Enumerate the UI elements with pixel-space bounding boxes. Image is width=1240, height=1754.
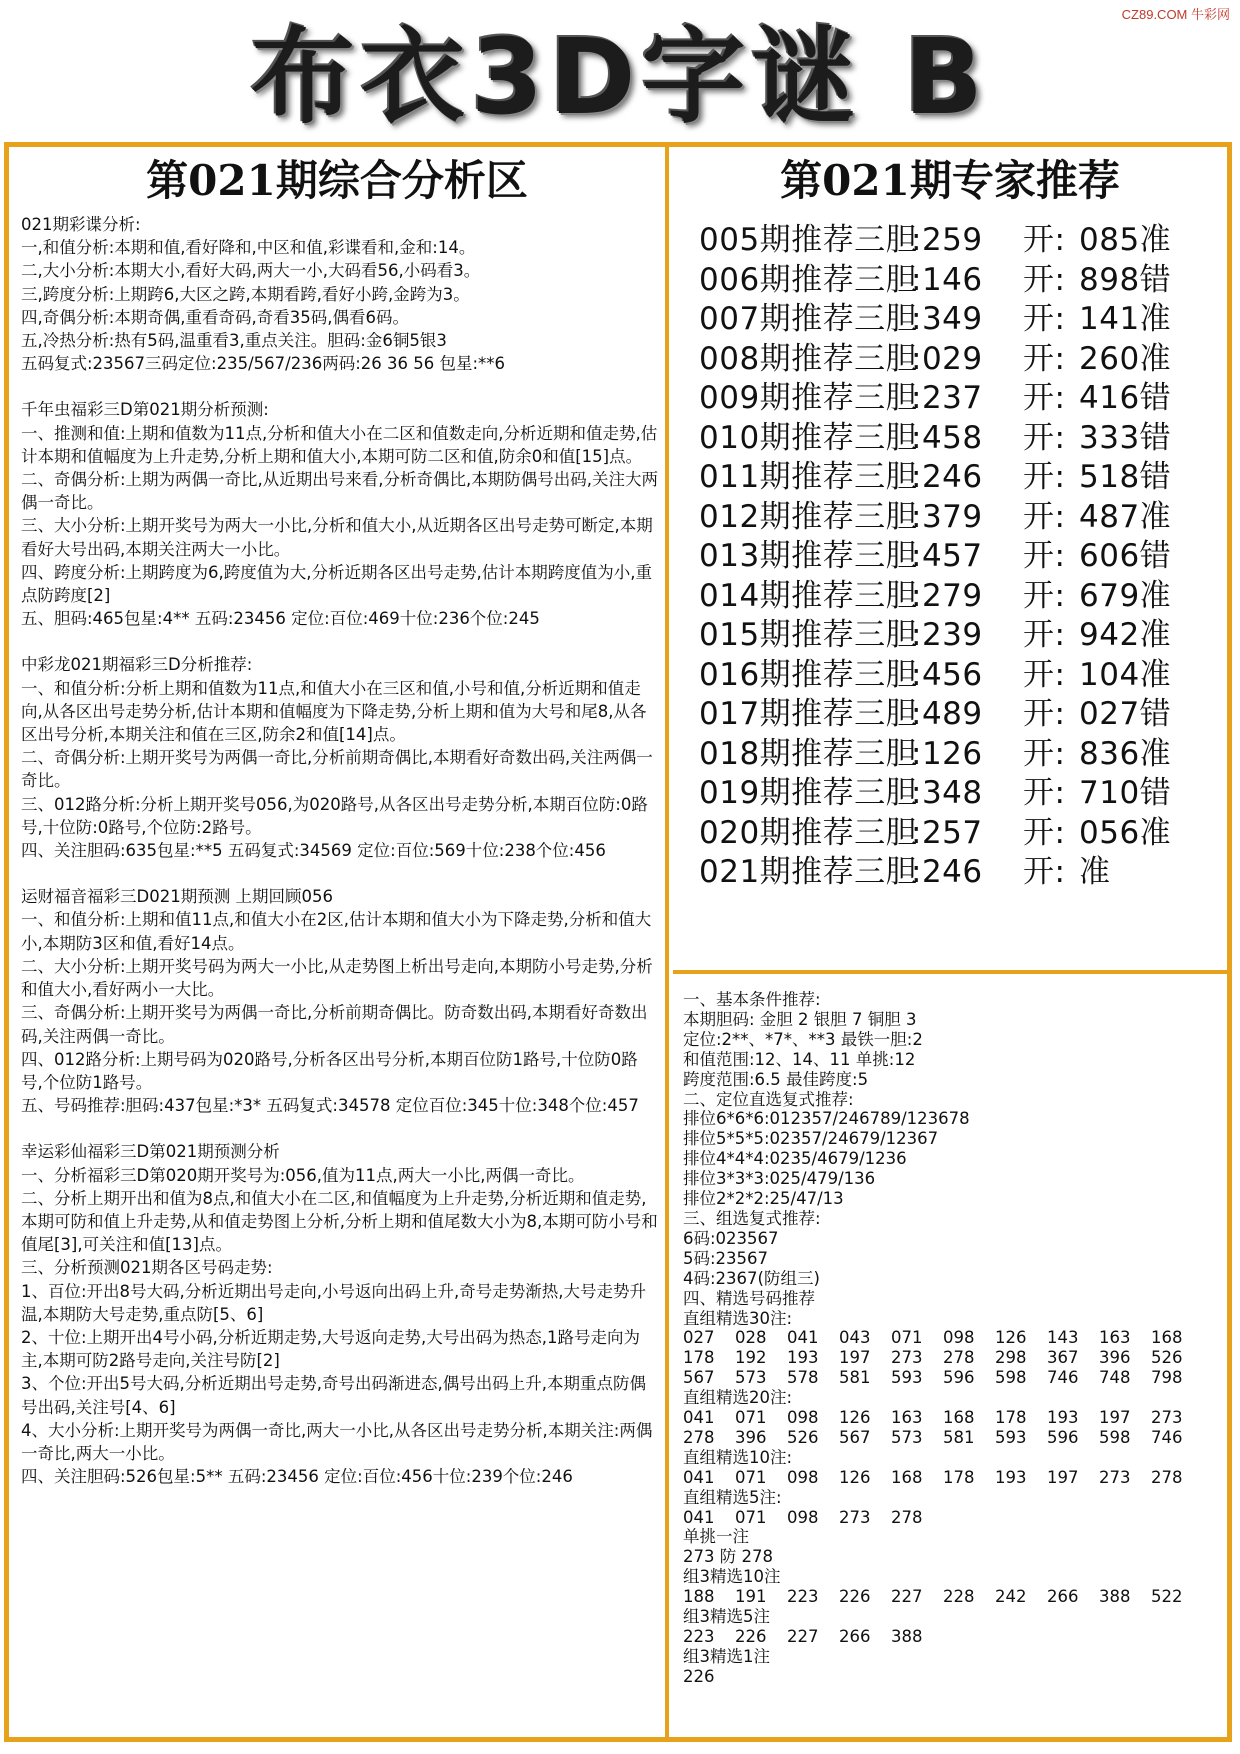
number-cell: 192	[735, 1348, 767, 1368]
number-cell: 573	[735, 1368, 767, 1388]
expert-row-result: 333错	[1079, 419, 1172, 456]
number-cell: 197	[1047, 1467, 1079, 1487]
analysis-line: 2、十位:上期开出4号小码,分析近期走势,大号返向走势,大号出码为热态,1路号走向为主,本期可防2路号走向,关注号防[2]	[21, 1327, 641, 1371]
conditions-panel	[673, 978, 1227, 1737]
expert-row-result: 085准	[1079, 222, 1172, 258]
number-row	[683, 1508, 1219, 1528]
number-cell: 126	[995, 1328, 1027, 1348]
number-cell: 581	[943, 1427, 975, 1447]
number-cell: 193	[995, 1467, 1027, 1487]
expert-row	[699, 853, 1227, 893]
analysis-line: 4、大小分析:上期开奖号为两偶一奇比,两大一小比,从各区出号走势分析,本期关注:两偶一奇比,两大一小比。	[21, 1420, 653, 1463]
analysis-line: 一、和值分析:上期和值11点,和值大小在2区,估计本期和值大小为下降走势,分析和值大小,本期防3区和值,看好14点。	[21, 910, 652, 953]
condition-line: 本期胆码: 金胆 2 银胆 7 铜胆 3	[683, 1009, 917, 1029]
number-cell: 596	[1047, 1427, 1079, 1447]
number-cell: 178	[943, 1467, 975, 1487]
number-cell: 178	[683, 1348, 715, 1368]
number-cell: 598	[1099, 1427, 1131, 1447]
number-cell: 273	[891, 1348, 923, 1368]
section-gap	[21, 862, 659, 885]
expert-row-label: 010期推荐三胆	[699, 419, 918, 456]
expert-row-label: 012期推荐三胆	[699, 498, 918, 535]
expert-row-result: 104准	[1079, 656, 1172, 693]
number-cell: 226	[839, 1587, 871, 1607]
section-heading: 千年虫福彩三D第021期分析预测:	[21, 400, 269, 420]
analysis-title: 第021期综合分析区	[146, 156, 528, 205]
number-row	[683, 1328, 1219, 1348]
expert-row	[699, 774, 1227, 814]
expert-row-result: 260准	[1079, 340, 1172, 377]
number-cell: 041	[683, 1507, 715, 1527]
number-cell: 041	[683, 1467, 715, 1487]
condition-subhead: 组3精选10注	[683, 1567, 781, 1587]
group-pick-line: 226	[683, 1666, 715, 1686]
section-gap	[21, 375, 659, 398]
analysis-line: 三、大小分析:上期开奖号为两大一小比,分析和值大小,从近期各区出号走势可断定,本期看好大号出码,本期关注两大一小比。	[21, 516, 653, 559]
number-cell: 227	[891, 1587, 923, 1607]
analysis-panel	[9, 147, 669, 1737]
expert-row	[699, 379, 1227, 419]
number-row	[683, 1348, 1219, 1368]
expert-row-label: 017期推荐三胆	[699, 696, 918, 732]
condition-subhead: 组3精选1注	[683, 1646, 770, 1666]
expert-title: 第021期专家推荐	[780, 156, 1120, 205]
number-cell: 098	[943, 1328, 975, 1348]
condition-line: 二、定位直选复式推荐:	[683, 1089, 854, 1109]
expert-row	[699, 498, 1227, 538]
expert-row-number: :237	[911, 380, 983, 416]
number-cell: 273	[1151, 1408, 1183, 1428]
section-heading: 幸运彩仙福彩三D第021期预测分析	[21, 1142, 280, 1162]
expert-row-number: :259	[911, 222, 983, 258]
number-cell: 041	[787, 1328, 819, 1348]
expert-row-result: 准	[1079, 854, 1111, 890]
condition-subhead: 直组精选10注:	[683, 1447, 793, 1467]
expert-row-open: 开:	[1023, 380, 1066, 416]
section-gap	[21, 630, 659, 653]
expert-row	[699, 537, 1227, 577]
expert-row-number: :246	[911, 854, 983, 890]
analysis-line: 四、跨度分析:上期跨度为6,跨度值为大,分析近期各区出号走势,估计本期跨度值为小,重点防跨度[2]	[21, 562, 653, 606]
expert-row-open: 开:	[1023, 696, 1066, 732]
condition-line: 和值范围:12、14、11 单挑:12	[683, 1049, 916, 1069]
number-cell: 396	[735, 1427, 767, 1447]
analysis-line: 四,奇偶分析:本期奇偶,重看奇码,奇看35码,偶看6码。	[21, 307, 410, 327]
number-cell: 273	[839, 1507, 871, 1527]
analysis-line: 三、奇偶分析:上期开奖号为两偶一奇比,分析前期奇偶比。防奇数出码,本期看好奇数出码,关注两偶一奇比。	[21, 1003, 648, 1046]
banner-title: 布衣3D字谜 B	[250, 16, 990, 138]
number-cell: 197	[839, 1348, 871, 1368]
number-cell: 598	[995, 1368, 1027, 1388]
expert-row-number: :348	[911, 775, 983, 811]
section-heading: 运财福音福彩三D021期预测 上期回顾056	[21, 887, 333, 907]
condition-line: 排位3*3*3:025/479/136	[683, 1169, 876, 1189]
expert-row-number: :379	[911, 498, 983, 535]
expert-row-label: 019期推荐三胆	[699, 775, 918, 811]
number-cell: 298	[995, 1348, 1027, 1368]
number-cell: 227	[787, 1627, 819, 1646]
number-cell: 573	[891, 1427, 923, 1447]
number-cell: 273	[1099, 1467, 1131, 1487]
number-cell: 168	[1151, 1328, 1183, 1348]
number-cell: 168	[943, 1408, 975, 1428]
condition-line: 四、精选号码推荐	[683, 1288, 815, 1308]
number-cell: 098	[787, 1467, 819, 1487]
number-cell: 567	[839, 1427, 871, 1447]
expert-row-number: :257	[911, 814, 983, 851]
condition-line: 直组精选30注:	[683, 1308, 793, 1328]
expert-row-label: 013期推荐三胆	[699, 538, 918, 574]
expert-row-open: 开:	[1023, 222, 1066, 258]
condition-line: 4码:2367(防组三)	[683, 1268, 820, 1288]
expert-row-number: :457	[911, 538, 983, 574]
expert-row-label: 005期推荐三胆	[699, 222, 918, 258]
number-cell: 098	[787, 1408, 819, 1428]
analysis-line: 一,和值分析:本期和值,看好降和,中区和值,彩谍看和,金和:14。	[21, 238, 476, 258]
number-cell: 071	[735, 1507, 767, 1527]
analysis-line: 四、关注胆码:526包星:5** 五码:23456 定位:百位:456十位:239个位:246	[21, 1467, 573, 1487]
expert-list	[699, 221, 1227, 893]
number-cell: 278	[683, 1427, 715, 1447]
analysis-line: 二、分析上期开出和值为8点,和值大小在二区,和值幅度为上升走势,分析近期和值走势,本期可防和值上升走势,从和值走势图上分析,分析上期和值尾数大小为8,本期可防小号和值尾[3],可关注和值[13]点。	[21, 1188, 658, 1255]
analysis-line: 四、关注胆码:635包星:**5 五码复式:34569 定位:百位:569十位:238个位:456	[21, 841, 606, 861]
expert-row-label: 009期推荐三胆	[699, 380, 918, 416]
number-cell: 126	[839, 1408, 871, 1428]
number-cell: 028	[735, 1328, 767, 1348]
expert-row-label: 006期推荐三胆	[699, 261, 918, 298]
section-heading: 021期彩谍分析:	[21, 215, 141, 234]
condition-line: 排位2*2*2:25/47/13	[683, 1189, 844, 1209]
analysis-line: 二、大小分析:上期开奖号码为两大一小比,从走势图上析出号走向,本期防小号走势,分析和值大小,看好两小一大比。	[21, 956, 653, 1000]
condition-subhead: 直组精选20注:	[683, 1388, 793, 1408]
analysis-line: 二、奇偶分析:上期为两偶一奇比,从近期出号来看,分析奇偶比,本期防偶号出码,关注大两偶一奇比。	[21, 470, 659, 513]
number-cell: 197	[1099, 1408, 1131, 1428]
number-cell: 071	[891, 1328, 923, 1348]
analysis-line: 五,冷热分析:热有5码,温重看3,重点关注。胆码:金6铜5银3	[21, 331, 447, 351]
condition-line: 一、基本条件推荐:	[683, 990, 821, 1009]
analysis-line: 五码复式:23567三码定位:235/567/236两码:26 36 56 包星:**6	[21, 354, 506, 374]
number-cell: 593	[995, 1427, 1027, 1447]
number-cell: 071	[735, 1467, 767, 1487]
number-row	[683, 1408, 1219, 1428]
number-cell: 278	[1151, 1467, 1183, 1487]
expert-row-label: 015期推荐三胆	[699, 617, 918, 653]
expert-row-label: 021期推荐三胆	[699, 854, 918, 890]
number-cell: 143	[1047, 1328, 1079, 1348]
number-cell: 226	[735, 1627, 767, 1646]
expert-row	[699, 735, 1227, 775]
expert-row-open: 开:	[1023, 459, 1066, 495]
expert-row	[699, 656, 1227, 696]
expert-row-result: 027错	[1079, 696, 1172, 732]
number-cell: 071	[735, 1408, 767, 1428]
number-cell: 593	[891, 1368, 923, 1388]
expert-row-number: :246	[911, 459, 983, 495]
analysis-line: 二,大小分析:本期大小,看好大码,两大一小,大码看56,小码看3。	[21, 261, 481, 281]
number-cell: 388	[891, 1627, 923, 1646]
number-cell: 126	[839, 1467, 871, 1487]
number-cell: 191	[735, 1587, 767, 1607]
number-cell: 098	[787, 1507, 819, 1527]
content-frame	[4, 142, 1232, 1742]
analysis-body	[9, 213, 665, 1488]
number-cell: 526	[1151, 1348, 1183, 1368]
expert-row-result: 710错	[1079, 775, 1172, 811]
expert-row-label: 007期推荐三胆	[699, 301, 918, 337]
expert-row	[699, 419, 1227, 459]
number-cell: 581	[839, 1368, 871, 1388]
expert-panel	[673, 147, 1227, 974]
condition-subhead: 单挑一注	[683, 1527, 749, 1547]
number-cell: 163	[1099, 1328, 1131, 1348]
condition-line: 排位6*6*6:012357/246789/123678	[683, 1109, 970, 1129]
number-cell: 223	[683, 1627, 715, 1646]
expert-row-number: :029	[911, 340, 983, 377]
analysis-line: 五、胆码:465包星:4** 五码:23456 定位:百位:469十位:236个位:245	[21, 609, 540, 629]
analysis-line: 三、012路分析:分析上期开奖号056,为020路号,从各区出号走势分析,本期百位防:0路号,十位防:0路号,个位防:2路号。	[21, 794, 648, 837]
number-row	[683, 1428, 1219, 1448]
expert-row-result: 416错	[1079, 380, 1172, 416]
number-cell: 043	[839, 1328, 871, 1348]
expert-row-open: 开:	[1023, 814, 1066, 851]
number-cell: 266	[839, 1627, 871, 1646]
number-cell: 746	[1047, 1368, 1079, 1388]
section-gap	[21, 1117, 659, 1140]
expert-row-open: 开:	[1023, 261, 1066, 298]
condition-line: 三、组选复式推荐:	[683, 1208, 821, 1228]
expert-row-label: 011期推荐三胆	[699, 459, 918, 495]
number-row	[683, 1627, 1219, 1647]
condition-subhead: 组3精选5注	[683, 1607, 770, 1627]
expert-row-open: 开:	[1023, 656, 1066, 693]
expert-row	[699, 300, 1227, 340]
expert-row-label: 014期推荐三胆	[699, 577, 918, 614]
number-cell: 242	[995, 1587, 1027, 1607]
number-cell: 578	[787, 1368, 819, 1388]
expert-row-result: 898错	[1079, 261, 1172, 298]
expert-row	[699, 577, 1227, 617]
condition-line: 定位:2**、*7*、**3 最铁一胆:2	[683, 1029, 923, 1049]
expert-row-result: 606错	[1079, 538, 1172, 574]
analysis-line: 一、分析福彩三D第020期开奖号为:056,值为11点,两大一小比,两偶一奇比。	[21, 1165, 585, 1185]
analysis-line: 四、012路分析:上期号码为020路号,分析各区出号分析,本期百位防1路号,十位防0路号,个位防1路号。	[21, 1049, 638, 1092]
condition-line: 6码:023567	[683, 1228, 779, 1248]
analysis-line: 五、号码推荐:胆码:437包星:*3* 五码复式:34578 定位百位:345十位:348个位:457	[21, 1096, 639, 1116]
number-cell: 178	[995, 1408, 1027, 1428]
condition-subhead: 直组精选5注:	[683, 1487, 782, 1507]
condition-line: 跨度范围:6.5 最佳跨度:5	[683, 1069, 869, 1089]
expert-row-label: 018期推荐三胆	[699, 735, 918, 772]
number-row	[683, 1587, 1219, 1607]
number-cell: 367	[1047, 1348, 1079, 1368]
number-cell: 567	[683, 1368, 715, 1388]
expert-row-label: 020期推荐三胆	[699, 814, 918, 851]
number-cell: 163	[891, 1408, 923, 1428]
expert-row-open: 开:	[1023, 577, 1066, 614]
analysis-line: 1、百位:开出8号大码,分析近期出号走向,小号返向出码上升,奇号走势渐热,大号走势升温,本期防大号走势,重点防[5、6]	[21, 1281, 647, 1324]
expert-row-result: 141准	[1079, 301, 1172, 337]
analysis-line: 三,跨度分析:上期跨6,大区之跨,本期看跨,看好小跨,金跨为3。	[21, 284, 470, 304]
site-watermark: CZ89.COM 牛彩网	[1121, 7, 1230, 22]
expert-row-open: 开:	[1023, 775, 1066, 811]
analysis-line: 二、奇偶分析:上期开奖号为两偶一奇比,分析前期奇偶比,本期看好奇数出码,关注两偶一奇比。	[21, 748, 653, 791]
expert-row-label: 008期推荐三胆	[699, 340, 918, 377]
expert-row	[699, 695, 1227, 735]
number-cell: 266	[1047, 1587, 1079, 1607]
expert-row-open: 开:	[1023, 419, 1066, 456]
number-cell: 193	[787, 1348, 819, 1368]
expert-row-open: 开:	[1023, 340, 1066, 377]
analysis-line: 一、推测和值:上期和值数为11点,分析和值大小在二区和值数走向,分析近期和值走势,估计本期和值幅度为上升走势,分析上期和值大小,本期可防二区和值,防余0和值[15]点。	[21, 423, 658, 466]
number-cell: 526	[787, 1427, 819, 1447]
expert-row-number: :458	[911, 419, 983, 456]
expert-row-result: 836准	[1079, 735, 1172, 772]
number-cell: 748	[1099, 1368, 1131, 1388]
expert-row-open: 开:	[1023, 538, 1066, 574]
expert-row-open: 开:	[1023, 617, 1066, 653]
expert-row-result: 487准	[1079, 498, 1172, 535]
expert-row	[699, 814, 1227, 854]
expert-row-result: 679准	[1079, 577, 1172, 614]
condition-line: 排位4*4*4:0235/4679/1236	[683, 1149, 907, 1169]
expert-row-result: 942准	[1079, 617, 1172, 653]
number-cell: 278	[891, 1507, 923, 1527]
number-cell: 228	[943, 1587, 975, 1607]
number-cell: 388	[1099, 1587, 1131, 1607]
banner	[0, 18, 1240, 136]
expert-row-label: 016期推荐三胆	[699, 656, 918, 693]
number-cell: 223	[787, 1587, 819, 1607]
section-heading: 中彩龙021期福彩三D分析推荐:	[21, 655, 253, 675]
expert-row-number: :489	[911, 696, 983, 732]
expert-row	[699, 458, 1227, 498]
number-row	[683, 1368, 1219, 1388]
expert-row-open: 开:	[1023, 301, 1066, 337]
expert-row-number: :349	[911, 301, 983, 337]
number-cell: 188	[683, 1587, 715, 1607]
analysis-line: 3、个位:开出5号大码,分析近期出号走势,奇号出码渐进态,偶号出码上升,本期重点防偶号出码,关注号[4、6]	[21, 1374, 647, 1417]
number-cell: 193	[1047, 1408, 1079, 1428]
expert-row-result: 056准	[1079, 814, 1172, 851]
number-cell: 596	[943, 1368, 975, 1388]
number-cell: 168	[891, 1467, 923, 1487]
analysis-line: 一、和值分析:分析上期和值数为11点,和值大小在三区和值,小号和值,分析近期和值走向,从各区出号走势分析,估计本期和值幅度为下降走势,分析上期和值为大号和尾8,从各区出号分析,本期关注和值在三区,防余2和值[14]点。	[21, 678, 647, 745]
expert-row-number: :239	[911, 617, 983, 653]
expert-row-number: :126	[911, 735, 983, 772]
number-row	[683, 1468, 1219, 1488]
expert-row-result: 518错	[1079, 459, 1172, 495]
expert-row-open: 开:	[1023, 854, 1066, 890]
expert-row-number: :456	[911, 656, 983, 693]
expert-row-number: :146	[911, 261, 983, 298]
expert-row	[699, 340, 1227, 380]
condition-line: 5码:23567	[683, 1248, 769, 1268]
number-cell: 522	[1151, 1587, 1183, 1607]
number-cell: 041	[683, 1408, 715, 1428]
analysis-line: 三、分析预测021期各区号码走势:	[21, 1258, 273, 1278]
number-cell: 278	[943, 1348, 975, 1368]
expert-row	[699, 221, 1227, 261]
expert-row	[699, 616, 1227, 656]
expert-row-open: 开:	[1023, 735, 1066, 772]
number-cell: 798	[1151, 1368, 1183, 1388]
condition-line: 排位5*5*5:02357/24679/12367	[683, 1129, 939, 1149]
number-cell: 746	[1151, 1427, 1183, 1447]
expert-row-open: 开:	[1023, 498, 1066, 535]
single-pick-line: 273 防 278	[683, 1547, 773, 1567]
expert-row	[699, 261, 1227, 301]
number-cell: 396	[1099, 1348, 1131, 1368]
number-cell: 027	[683, 1328, 715, 1348]
expert-row-number: :279	[911, 577, 983, 614]
